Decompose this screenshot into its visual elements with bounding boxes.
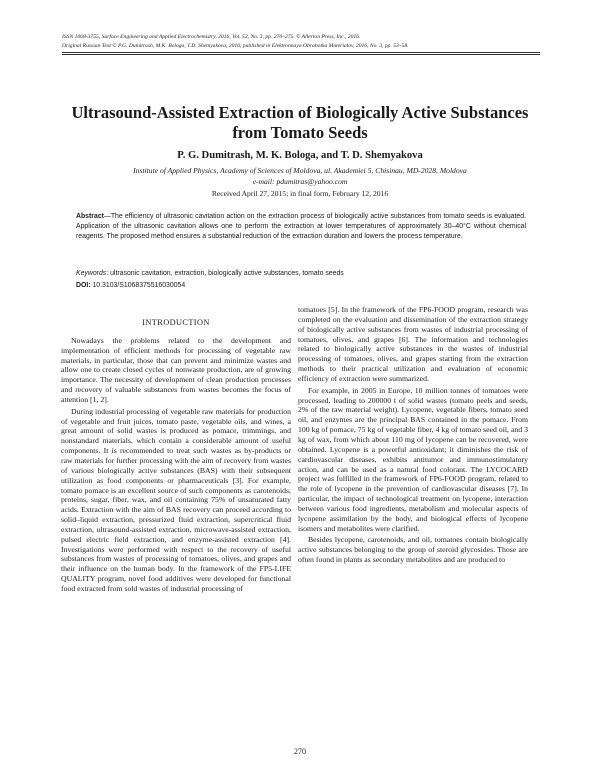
received-dates: Received April 27, 2015; in final form, February 12, 2016 [211, 189, 389, 198]
section-heading-introduction: INTRODUCTION [142, 318, 210, 327]
title-line-2: from Tomato Seeds [232, 123, 368, 142]
paragraph: During industrial processing of vegetable raw materials for production of vegetable and fruit juices, tomato paste, vegetable oils, and wines, a great amount of solid wastes is produced as pomace, trimmings, and nonstandard materials, which contain a considerable amount of useful components. It is recommended to treat such wastes as by-products or raw materials for further processing with the aim of recovery from wastes of various biologically active substances (BAS) with their subsequent utilization as food components or pharmaceuticals [3]. For example, tomato pomace is an excellent source of such components as carotenoids, proteins, sugar, fiber, wax, and oil containing 75% of unsaturated fatty acids. Extraction with the aim of BAS recovery can proceed according to solid–liquid extraction, pressurized fluid extraction, supercritical fluid extraction, ultrasound-assisted extraction, microwave-assisted extraction, pulsed electric field extraction, and enzyme-assisted extraction [4]. Investigations were performed with respect to the recovery of useful substances from wastes of processing of tomatoes, olives, and grapes and their influence on the human body. In the framework of the FP5-LIFE QUALITY program, novel food additives were developed for functional food extracted from sold wastes of industrial processing of [61, 406, 291, 593]
authors: P. G. Dumitrash, M. K. Bologa, and T. D. Shemyakova [177, 150, 423, 161]
doi-label: DOI: [76, 282, 91, 289]
right-column [298, 305, 528, 565]
doi-value: 10.3103/S1068375516030054 [90, 282, 186, 289]
left-column [61, 318, 291, 594]
keywords-text: : ultrasonic cavitation, extraction, biologically active substances, tomato seeds [106, 270, 344, 277]
affiliation: Institute of Applied Physics, Academy of Sciences of Moldova, ul. Akademiei 5, Chisinau, MD-2028, Moldova [133, 166, 467, 175]
journal-citation: ISSN 1068-3755, Surface Engineering and Applied Electrochemistry, 2016, Vol. 52, No. 3, pp. 270–275. © Allerton Press, Inc., 2016. [62, 34, 361, 40]
page-number: 270 [294, 747, 306, 756]
paragraph: Besides lycopene, carotenoids, and oil, tomatoes contain biologically active substances belonging to the group of steroid glycosides. Those are often found in plants as secondary metabolites and are produced to [298, 535, 528, 565]
abstract [76, 212, 526, 241]
article-title [40, 103, 560, 143]
title-line-1: Ultrasound-Assisted Extraction of Biologically Active Substances [71, 103, 529, 122]
paragraph: Nowadays the problems related to the development and implementation of efficient methods for processing of vegetable raw materials, in particular, those that can prevent and minimize wastes and allow one to create closed cycles of nonwaste production, are of growing importance. The necessity of development of clean production processes and recovery of valuable substances from wastes becomes the focus of attention [1, 2]. [61, 335, 291, 404]
abstract-text: —The efficiency of ultrasonic cavitation action on the extraction process of biologically active substances from tomato seeds is evaluated. Application of the ultrasonic cavitation allows one to perform the extraction at lower temperatures of approximately 30–40°C without chemical reagents. The proposed method ensures a substantial reduction of the extraction duration and lowers the process temperature. [76, 213, 526, 240]
abstract-label: Abstract [76, 213, 104, 220]
paragraph: tomatoes [5]. In the framework of the FP6-FOOD program, research was completed on the evaluation and dissemination of the extraction strategy of biologically active substances from wastes of industrial processing of tomatoes, olives, and grapes [6]. The information and technologies related to biologically active substances in the wastes of industrial processing of tomatoes, olives, and grapes starting from the extraction methods to their practical utilization and evaluation of economic efficiency of extraction were summarized. [298, 305, 528, 383]
journal-header [62, 33, 542, 50]
doi [76, 282, 526, 289]
keywords [76, 270, 526, 277]
original-text-note: Original Russian Text © P.G. Dumitrash, M.K. Bologa, T.D. Shemyakova, 2016, published in Elektronnaya Obrabotka Materialov, 2016, No. 3, pp. 53–58. [62, 42, 409, 49]
paragraph: For example, in 2005 in Europe, 10 million tonnes of tomatoes were processed, leading to 200000 t of solid wastes (tomato peels and seeds, 2% of the raw material weight). Lycopene, vegetable fibers, tomato seed oil, and enzymes are the principal BAS contained in the pomace. From 100 kg of pomace, 75 kg of vegetable fiber, 4 kg of tomato seed oil, and 3 kg of wax, from which about 110 mg of lycopene can be recovered, were obtained. Lycopene is a powerful antioxidant; it diminishes the risk of cardiovascular diseases, exhibits antitumor and immunostimulatory action, and can be used as a natural food colorant. The LYCOCARD project was fulfilled in the framework of FP6-FOOD program, related to the role of lycopene in the prevention of cardiovascular diseases [7]. In particular, the impact of technological treatment on lycopene, interaction between various food ingredients, metabolism and molecular aspects of lycopene assimilation by the body, and biological effects of lycopene isomers and metabolites were clarified. [298, 385, 528, 533]
header-rule-top [62, 52, 540, 53]
author-email: e-mail: pdumitras@yahoo.com [252, 177, 348, 186]
header-rule-bottom [62, 54, 540, 55]
keywords-label: Keywords [76, 270, 107, 277]
